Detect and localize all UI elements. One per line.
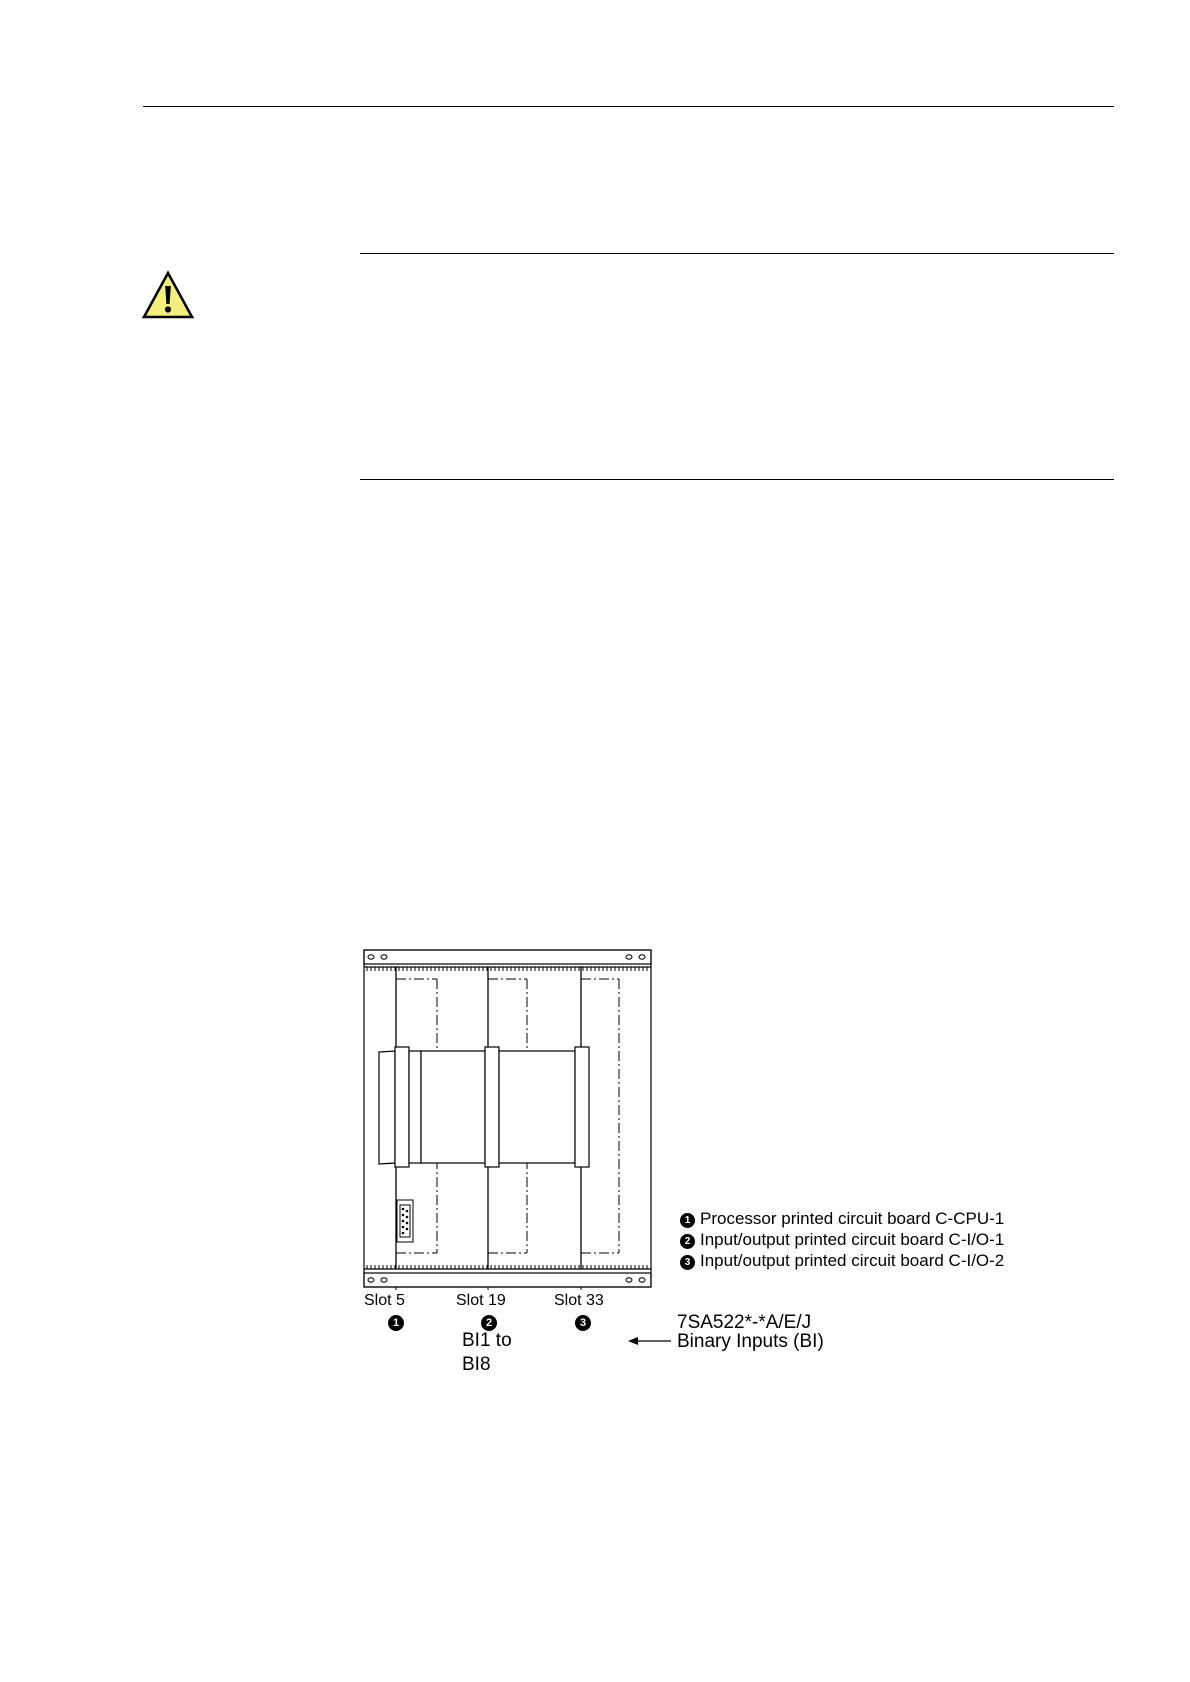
binary-inputs-label: Binary Inputs (BI) (677, 1331, 824, 1352)
left-arrow-icon (628, 1335, 673, 1347)
legend-text-3: Input/output printed circuit board C-I/O-2 (700, 1251, 1005, 1270)
legend-item-2 (680, 1229, 1004, 1250)
legend-text-2: Input/output printed circuit board C-I/O-1 (700, 1230, 1005, 1249)
device-variant-label: 7SA522*-*A/E/J (677, 1312, 812, 1333)
legend-marker-2: 2 (680, 1234, 695, 1249)
legend-marker-3: 3 (680, 1255, 695, 1270)
warning-bottom-rule (360, 479, 1114, 480)
slot-label-2: Slot 19 (456, 1292, 506, 1309)
binary-input-range-line2: BI8 (462, 1354, 491, 1375)
slot-marker-2: 2 (481, 1315, 497, 1331)
slot-label-1: Slot 5 (364, 1292, 405, 1309)
warning-triangle-icon (142, 270, 194, 320)
header-rule (143, 106, 1114, 107)
legend-text-1: Processor printed circuit board C-CPU-1 (700, 1209, 1005, 1228)
legend-marker-1: 1 (680, 1213, 695, 1228)
slot-marker-1: 1 (388, 1315, 404, 1331)
figure-legend (680, 1208, 1004, 1271)
binary-input-range-line1: BI1 to (462, 1330, 512, 1351)
warning-top-rule (360, 253, 1114, 254)
slot-marker-3: 3 (575, 1315, 591, 1331)
legend-item-1 (680, 1208, 1004, 1229)
slot-label-3: Slot 33 (554, 1292, 604, 1309)
board-layout-drawing (355, 945, 655, 1290)
legend-item-3 (680, 1250, 1004, 1271)
